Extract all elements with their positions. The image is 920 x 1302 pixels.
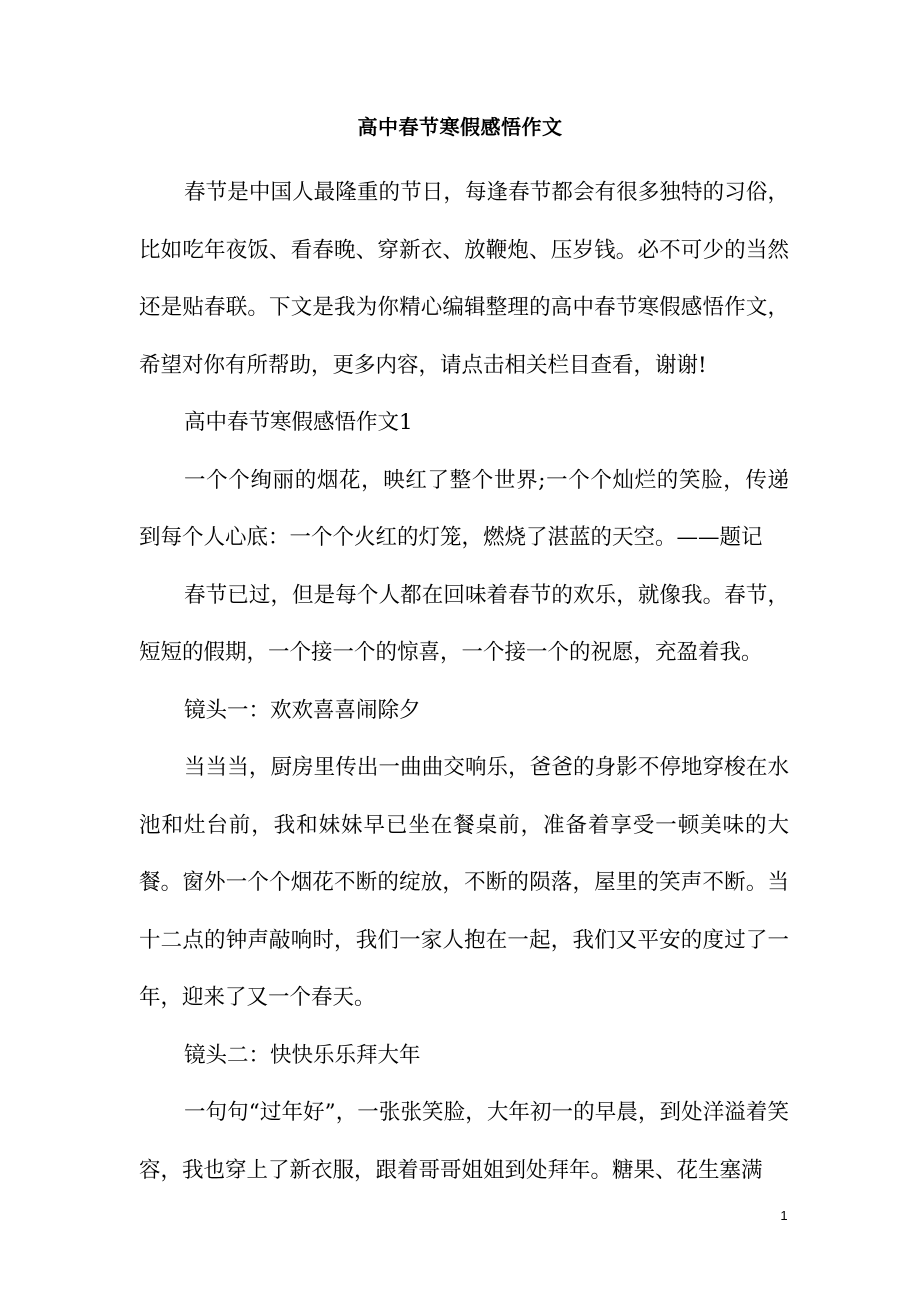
document-title: 高中春节寒假感悟作文 [357, 115, 563, 139]
paragraph: 一句句“过年好”，一张张笑脸，大年初一的早晨，到处洋溢着笑容，我也穿上了新衣服，跟着哥哥姐姐到处拜年。糖果、花生塞满 [139, 1100, 789, 1183]
section-heading: 镜头一：欢欢喜喜闹除夕 [184, 697, 421, 723]
essay-heading: 高中春节寒假感悟作文1 [184, 410, 413, 435]
paragraph: 当当当，厨房里传出一曲曲交响乐，爸爸的身影不停地穿梭在水池和灶台前，我和妹妹早已坐在餐桌前，准备着享受一顿美味的大餐。窗外一个个烟花不断的绽放，不断的陨落，屋里的笑声不断。当十二点的钟声敲响时，我们一家人抱在一起，我们又平安的度过了一年，迎来了又一个春天。 [139, 755, 789, 1010]
paragraph-intro: 春节是中国人最隆重的节日，每逢春节都会有很多独特的习俗，比如吃年夜饭、看春晚、穿新衣、放鞭炮、压岁钱。必不可少的当然还是贴春联。下文是我为你精心编辑整理的高中春节寒假感悟作文，希望对你有所帮助，更多内容，请点击相关栏目查看，谢谢! [139, 180, 789, 378]
paragraph-epigraph: 一个个绚丽的烟花，映红了整个世界;一个个灿烂的笑脸，传递到每个人心底：一个个火红的灯笼，燃烧了湛蓝的天空。——题记 [139, 467, 789, 550]
paragraph: 春节已过，但是每个人都在回味着春节的欢乐，就像我。春节，短短的假期，一个接一个的惊喜，一个接一个的祝愿，充盈着我。 [139, 582, 789, 665]
page-number: 1 [780, 1208, 788, 1223]
document-body [139, 164, 789, 1199]
section-heading: 镜头二：快快乐乐拜大年 [184, 1042, 421, 1068]
